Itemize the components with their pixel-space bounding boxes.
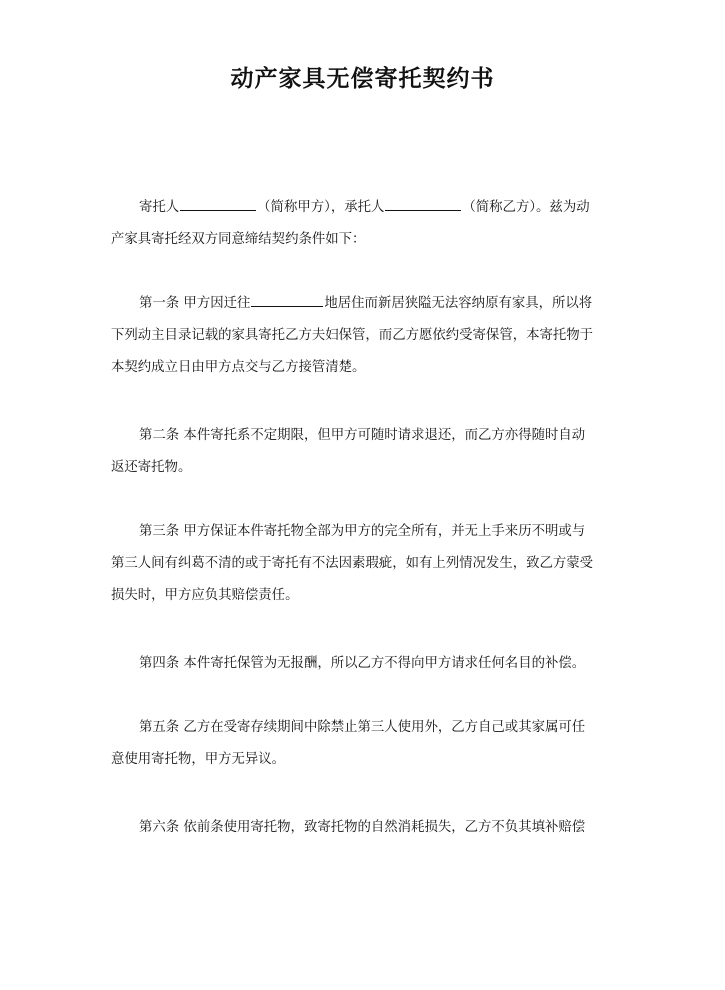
article-5 bbox=[111, 712, 637, 776]
article-1-line-1 bbox=[139, 288, 637, 320]
custodian-name-blank bbox=[385, 197, 461, 211]
article-1 bbox=[111, 288, 637, 384]
article-1-text-b: 地居住而新居狭隘无法容纳原有家具，所以将 bbox=[324, 296, 593, 311]
article-1-text-a: 第一条 甲方因迁往 bbox=[139, 296, 251, 311]
article-1-line-3: 本契约成立日由甲方点交与乙方接管清楚。 bbox=[111, 360, 366, 375]
intro-text-b: （简称甲方），承托人 bbox=[257, 200, 385, 215]
relocation-place-blank bbox=[251, 293, 323, 307]
article-2 bbox=[111, 420, 637, 484]
intro-text-c: （简称乙方）。兹为动 bbox=[462, 200, 590, 215]
article-2-line-1: 第二条 本件寄托系不定期限，但甲方可随时请求退还，而乙方亦得随时自动 bbox=[139, 428, 586, 443]
intro-line-1 bbox=[139, 192, 637, 224]
article-3-line-2: 第三人间有纠葛不清的或于寄托有不法因素瑕疵，如有上列情况发生，致乙方蒙受 bbox=[111, 556, 594, 571]
article-5-line-2: 意使用寄托物，甲方无异议。 bbox=[111, 752, 286, 767]
article-6 bbox=[111, 812, 637, 844]
document-title: 动产家具无偿寄托契约书 bbox=[230, 66, 495, 92]
article-2-line-2: 返还寄托物。 bbox=[111, 460, 192, 475]
article-4-line-1: 第四条 本件寄托保管为无报酬，所以乙方不得向甲方请求任何名目的补偿。 bbox=[139, 656, 586, 671]
article-3-line-3: 损失时，甲方应负其赔偿责任。 bbox=[111, 588, 299, 603]
intro-text-a: 寄托人 bbox=[139, 200, 180, 215]
article-5-line-1: 第五条 乙方在受寄存续期间中除禁止第三人使用外，乙方自己或其家属可任 bbox=[139, 720, 586, 735]
intro-paragraph bbox=[111, 192, 637, 256]
article-3 bbox=[111, 516, 637, 612]
article-3-line-1: 第三条 甲方保证本件寄托物全部为甲方的完全所有，并无上手来历不明或与 bbox=[139, 524, 586, 539]
article-1-line-2: 下列动主目录记载的家具寄托乙方夫妇保管，而乙方愿依约受寄保管，本寄托物于 bbox=[111, 328, 594, 343]
article-4 bbox=[111, 648, 637, 680]
depositor-name-blank bbox=[180, 197, 256, 211]
intro-line-2: 产家具寄托经双方同意缔结契约条件如下： bbox=[111, 232, 366, 247]
article-6-line-1: 第六条 依前条使用寄托物，致寄托物的自然消耗损失，乙方不负其填补赔偿 bbox=[139, 820, 586, 835]
